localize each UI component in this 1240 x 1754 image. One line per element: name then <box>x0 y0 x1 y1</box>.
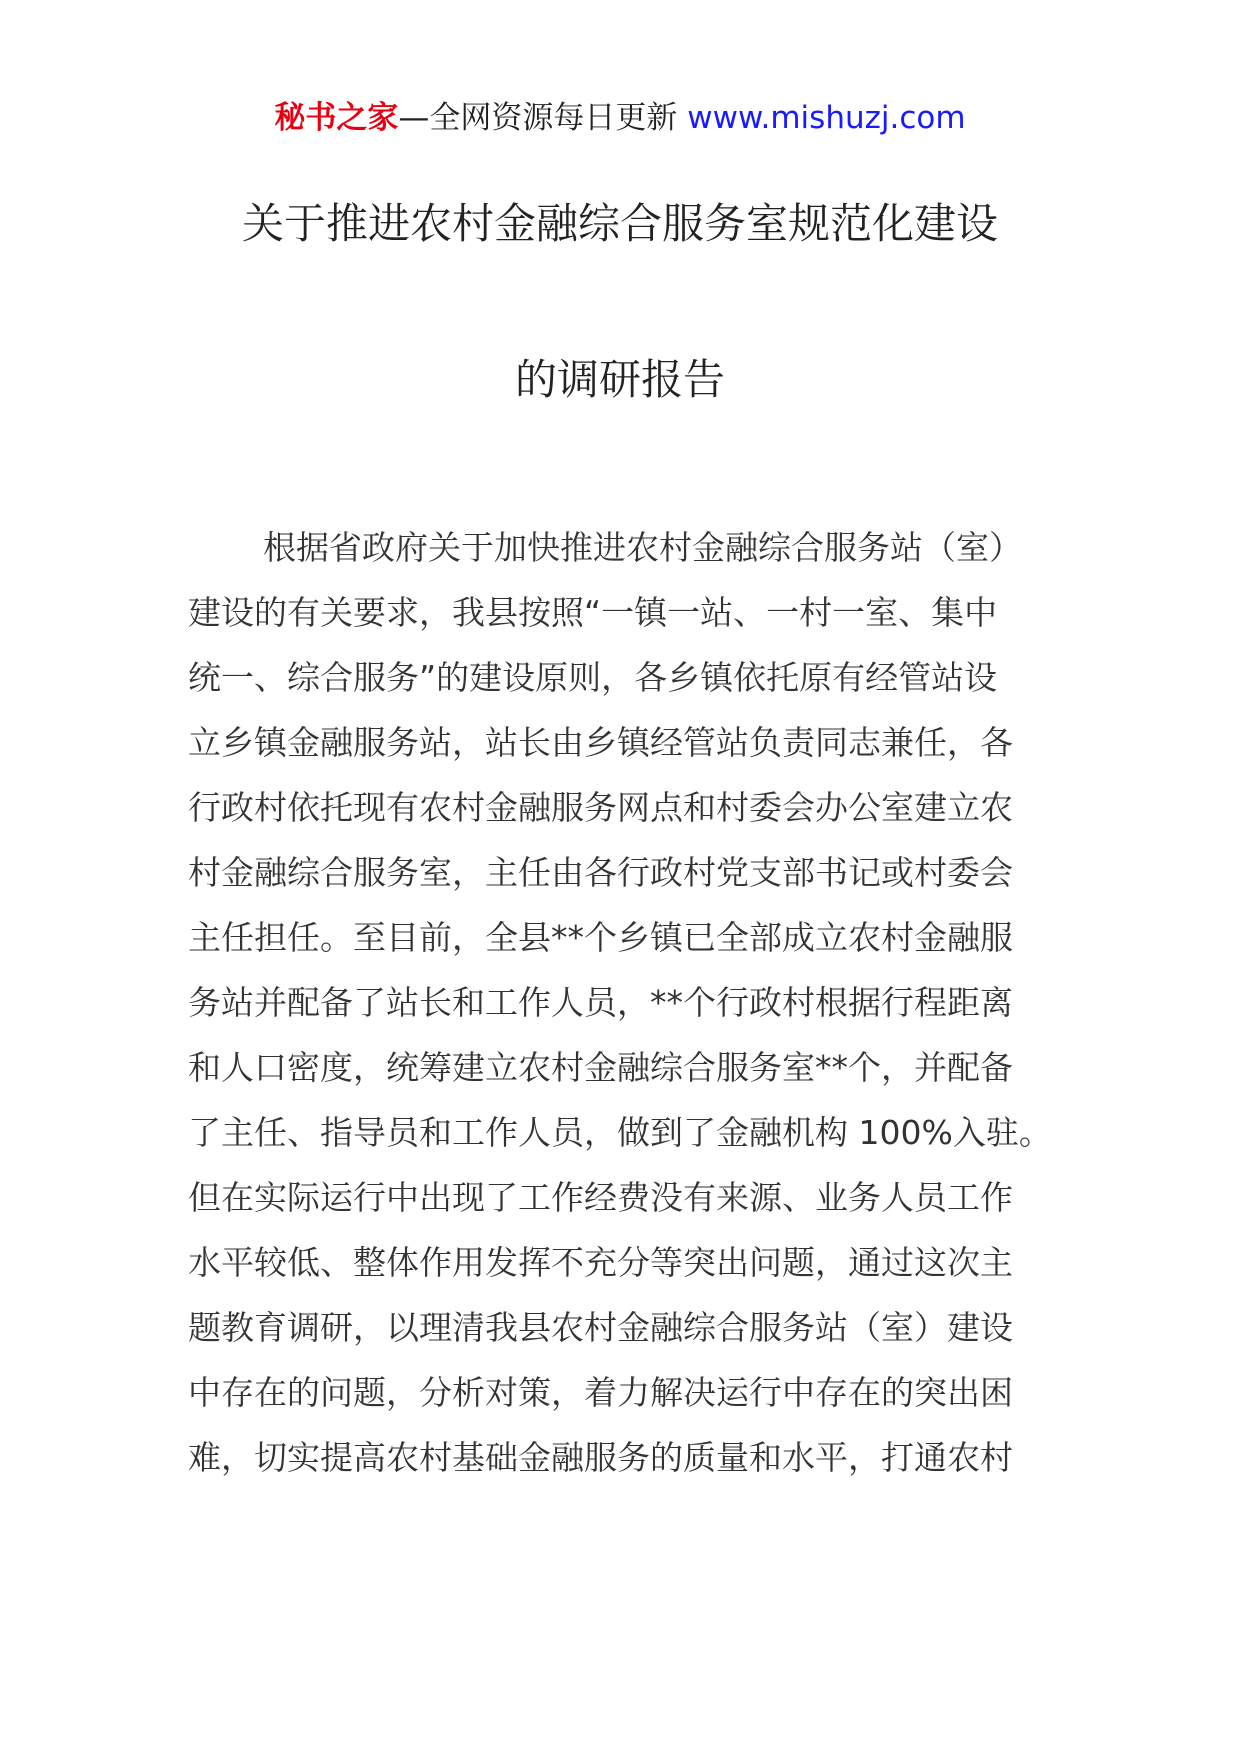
brand-name: 秘书之家 <box>274 100 399 136</box>
site-url-link[interactable]: www.mishuzj.com <box>687 100 966 136</box>
body-line: 村金融综合服务室，主任由各行政村党支部书记或村委会 <box>188 853 1013 892</box>
document-body <box>188 515 1068 1490</box>
body-line: 中存在的问题，分析对策，着力解决运行中存在的突出困 <box>188 1373 1013 1412</box>
body-line: 建设的有关要求，我县按照“一镇一站、一村一室、集中 <box>188 593 998 632</box>
body-line: 根据省政府关于加快推进农村金融综合服务站（室） <box>263 528 1022 567</box>
document-title-line-1: 关于推进农村金融综合服务室规范化建设 <box>241 199 998 248</box>
body-line: 但在实际运行中出现了工作经费没有来源、业务人员工作 <box>188 1178 1013 1217</box>
body-line: 立乡镇金融服务站，站长由乡镇经管站负责同志兼任，各 <box>188 723 1013 762</box>
site-header <box>0 98 1240 138</box>
body-line: 统一、综合服务”的建设原则，各乡镇依托原有经管站设 <box>188 658 998 697</box>
header-tagline: —全网资源每日更新 <box>398 100 688 136</box>
body-line: 务站并配备了站长和工作人员，**个行政村根据行程距离 <box>188 983 1013 1022</box>
body-line: 了主任、指导员和工作人员，做到了金融机构 100%入驻。 <box>188 1113 1052 1152</box>
body-line: 主任担任。至目前，全县**个乡镇已全部成立农村金融服 <box>188 918 1013 957</box>
body-line: 题教育调研，以理清我县农村金融综合服务站（室）建设 <box>188 1308 1013 1347</box>
document-title-line-2: 的调研报告 <box>514 355 725 404</box>
body-line: 和人口密度，统筹建立农村金融综合服务室**个，并配备 <box>188 1048 1013 1087</box>
body-line: 行政村依托现有农村金融服务网点和村委会办公室建立农 <box>188 788 1013 827</box>
body-line: 难，切实提高农村基础金融服务的质量和水平，打通农村 <box>188 1438 1013 1477</box>
body-line: 水平较低、整体作用发挥不充分等突出问题，通过这次主 <box>188 1243 1013 1282</box>
